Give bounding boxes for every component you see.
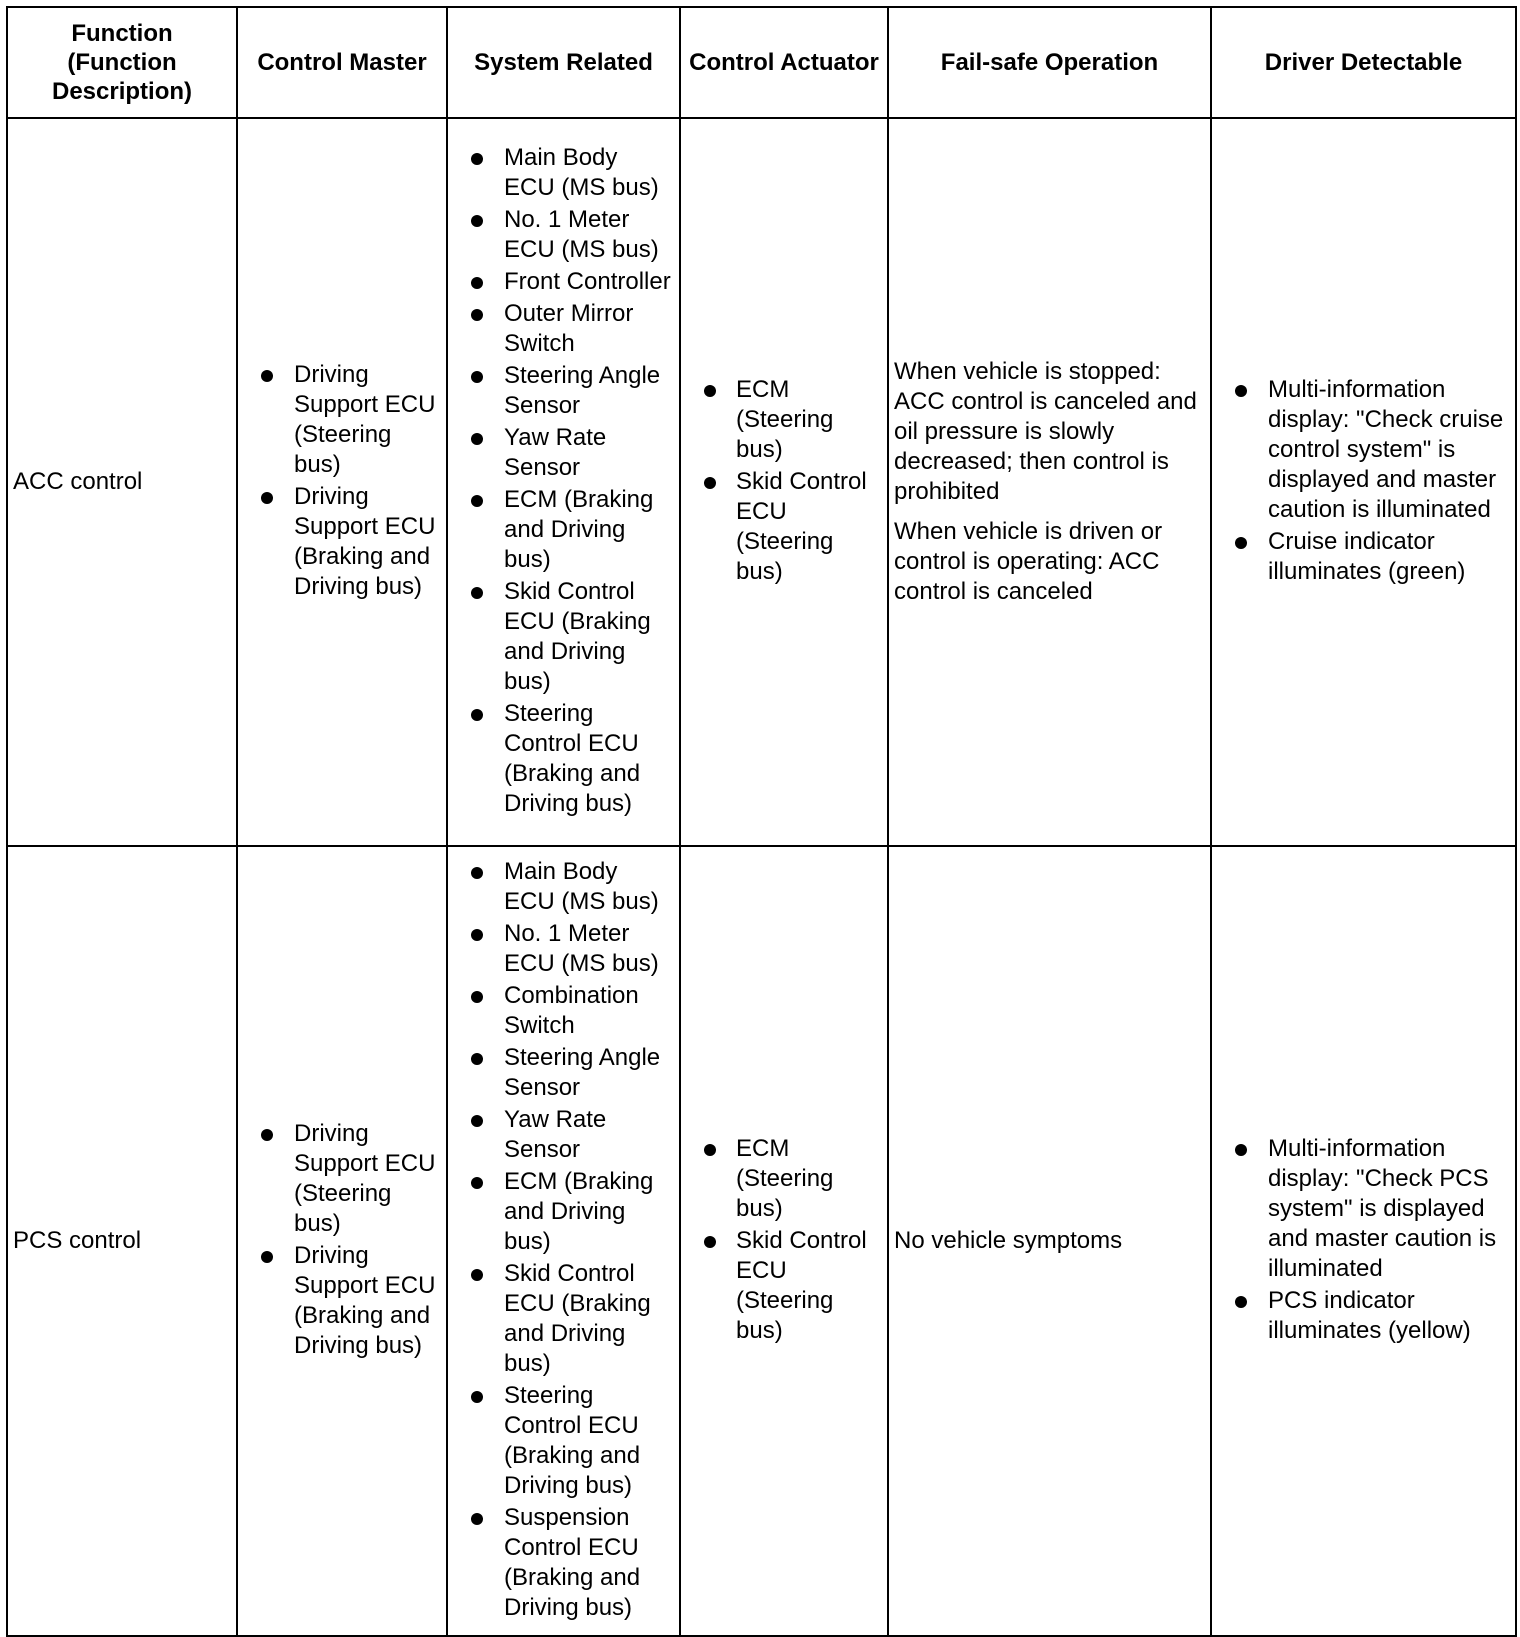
control-actuator-cell	[680, 846, 888, 1636]
list-item: ECM (Braking and Driving bus)	[448, 1167, 679, 1257]
list-item: Steering Angle Sensor	[448, 1043, 679, 1103]
list-item: Combination Switch	[448, 981, 679, 1041]
list-item: Yaw Rate Sensor	[448, 423, 679, 483]
function-cell: ACC control	[7, 118, 237, 846]
list-item: Driving Support ECU (Braking and Driving bus)	[238, 482, 446, 602]
header-control-actuator: Control Actuator	[680, 7, 888, 118]
control-master-cell	[237, 118, 447, 846]
driver-detectable-cell	[1211, 118, 1516, 846]
system-related-list	[448, 857, 679, 1623]
list-item: Main Body ECU (MS bus)	[448, 143, 679, 203]
system-related-cell	[447, 846, 680, 1636]
fail-safe-paragraph: When vehicle is driven or control is operating: ACC control is canceled	[894, 518, 1163, 605]
list-item: ECM (Braking and Driving bus)	[448, 485, 679, 575]
driver-detectable-cell	[1211, 846, 1516, 1636]
fail-safe-cell	[888, 846, 1211, 1636]
list-item: Driving Support ECU (Braking and Driving bus)	[238, 1241, 446, 1361]
control-master-list	[238, 1119, 446, 1361]
list-item: Main Body ECU (MS bus)	[448, 857, 679, 917]
driver-detectable-list	[1212, 375, 1515, 587]
fail-safe-cell	[888, 118, 1211, 846]
list-item: No. 1 Meter ECU (MS bus)	[448, 919, 679, 979]
header-row	[7, 7, 1516, 118]
list-item: Steering Angle Sensor	[448, 361, 679, 421]
list-item: Skid Control ECU (Steering bus)	[681, 1226, 887, 1346]
list-item: Driving Support ECU (Steering bus)	[238, 1119, 446, 1239]
header-function: Function (Function Description)	[7, 7, 237, 118]
list-item: Multi-information display: "Check PCS system" is displayed and master caution is illuminated	[1212, 1134, 1515, 1284]
function-table	[6, 6, 1517, 1637]
control-actuator-list	[681, 375, 887, 587]
list-item: Front Controller	[448, 267, 679, 297]
list-item: Skid Control ECU (Braking and Driving bus)	[448, 1259, 679, 1379]
table-row-acc	[7, 118, 1516, 846]
table-row-pcs	[7, 846, 1516, 1636]
list-item: Outer Mirror Switch	[448, 299, 679, 359]
control-actuator-cell	[680, 118, 888, 846]
header-fail-safe: Fail-safe Operation	[888, 7, 1211, 118]
list-item: Steering Control ECU (Braking and Driving bus)	[448, 699, 679, 819]
header-control-master: Control Master	[237, 7, 447, 118]
list-item: Steering Control ECU (Braking and Driving bus)	[448, 1381, 679, 1501]
header-system-related: System Related	[447, 7, 680, 118]
list-item: No. 1 Meter ECU (MS bus)	[448, 205, 679, 265]
control-actuator-list	[681, 1134, 887, 1346]
driver-detectable-list	[1212, 1134, 1515, 1346]
list-item: Suspension Control ECU (Braking and Driving bus)	[448, 1503, 679, 1623]
list-item: Driving Support ECU (Steering bus)	[238, 360, 446, 480]
control-master-list	[238, 360, 446, 602]
list-item: Yaw Rate Sensor	[448, 1105, 679, 1165]
list-item: PCS indicator illuminates (yellow)	[1212, 1286, 1515, 1346]
list-item: Skid Control ECU (Braking and Driving bus)	[448, 577, 679, 697]
control-master-cell	[237, 846, 447, 1636]
list-item: Skid Control ECU (Steering bus)	[681, 467, 887, 587]
list-item: Cruise indicator illuminates (green)	[1212, 527, 1515, 587]
system-related-cell	[447, 118, 680, 846]
fail-safe-paragraph: When vehicle is stopped: ACC control is canceled and oil pressure is slowly decreased; then control is prohibited	[894, 358, 1197, 505]
function-cell: PCS control	[7, 846, 237, 1636]
list-item: Multi-information display: "Check cruise control system" is displayed and master caution is illuminated	[1212, 375, 1515, 525]
list-item: ECM (Steering bus)	[681, 1134, 887, 1224]
header-driver-detectable: Driver Detectable	[1211, 7, 1516, 118]
list-item: ECM (Steering bus)	[681, 375, 887, 465]
system-related-list	[448, 143, 679, 819]
fail-safe-paragraph: No vehicle symptoms	[894, 1227, 1123, 1254]
